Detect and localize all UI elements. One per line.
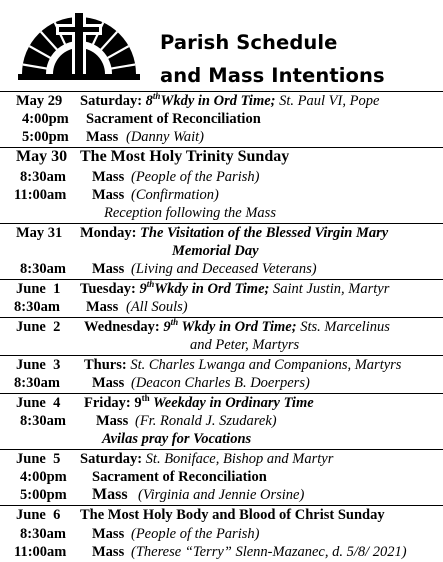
title-line-2: and Mass Intentions	[160, 64, 385, 87]
day-block	[0, 355, 443, 393]
feast-title: The Most Holy Body and Blood of Christ Sunday	[80, 507, 385, 523]
item-label: Mass	[92, 261, 125, 277]
date: May 30	[16, 148, 68, 165]
time: 11:00am	[14, 544, 67, 560]
item-label: Mass	[92, 187, 125, 203]
day-block	[0, 91, 443, 147]
intention: (Fr. Ronald J. Szudarek)	[135, 413, 277, 429]
time: 5:00pm	[20, 487, 67, 503]
date: June 6	[16, 507, 61, 523]
cross-sunburst-logo-icon	[18, 4, 140, 84]
intention: (Deacon Charles B. Doerpers)	[131, 375, 310, 391]
item-label: Mass	[92, 544, 125, 560]
day-block	[0, 223, 443, 279]
day-block	[0, 505, 443, 562]
intention: (Living and Deceased Veterans)	[131, 261, 317, 277]
intention: (Danny Wait)	[126, 129, 204, 145]
day-block	[0, 317, 443, 355]
time: 8:30am	[20, 526, 66, 542]
intention: (Virginia and Jennie Orsine)	[138, 487, 305, 503]
time: 8:30am	[20, 413, 66, 429]
date: June 1	[16, 281, 61, 297]
feast-line-2: Memorial Day	[172, 243, 259, 259]
feast-line-2: and Peter, Martyrs	[190, 337, 300, 353]
intention: (People of the Parish)	[131, 169, 260, 185]
title-line-1: Parish Schedule	[160, 31, 338, 54]
intention: (Confirmation)	[131, 187, 219, 203]
intention: (All Souls)	[126, 299, 188, 315]
note: Reception following the Mass	[104, 205, 276, 221]
item-label: Sacrament of Reconciliation	[92, 469, 267, 485]
time: 4:00pm	[22, 111, 69, 127]
item-label: Mass	[92, 526, 125, 542]
item-label: Mass	[92, 486, 128, 503]
intention: (Therese “Terry” Slenn-Mazanec, d. 5/8/ 2021)	[131, 544, 407, 560]
schedule	[0, 91, 443, 562]
feast-title: The Most Holy Trinity Sunday	[80, 148, 290, 165]
time: 8:30am	[14, 299, 60, 315]
item-label: Mass	[96, 413, 129, 429]
item-label: Mass	[86, 129, 119, 145]
time: 8:30am	[14, 375, 60, 391]
intention: (People of the Parish)	[131, 526, 260, 542]
day-block	[0, 279, 443, 317]
day-heading: Tuesday: 9thWkdy in Ord Time; Saint Justin, Martyr	[80, 279, 390, 297]
date: June 3	[16, 357, 61, 373]
date: May 31	[16, 225, 63, 241]
item-label: Sacrament of Reconciliation	[86, 111, 261, 127]
day-heading: Saturday: 8thWkdy in Ord Time; St. Paul VI, Pope	[80, 91, 380, 109]
day-heading: Thurs: St. Charles Lwanga and Companions, Martyrs	[84, 357, 402, 373]
item-label: Mass	[86, 299, 119, 315]
day-block	[0, 147, 443, 223]
date: June 5	[16, 451, 61, 467]
item-label: Mass	[92, 169, 125, 185]
time: 8:30am	[20, 169, 66, 185]
note: Avilas pray for Vocations	[102, 431, 252, 447]
time: 11:00am	[14, 187, 67, 203]
day-block	[0, 449, 443, 505]
date: June 2	[16, 319, 61, 335]
item-label: Mass	[92, 375, 125, 391]
time: 5:00pm	[22, 129, 69, 145]
day-heading: Wednesday: 9th Wkdy in Ord Time; Sts. Marcelinus	[84, 317, 390, 335]
date: May 29	[16, 93, 63, 109]
day-heading: Monday: The Visitation of the Blessed Virgin Mary	[80, 225, 389, 241]
day-heading: Friday: 9th Weekday in Ordinary Time	[84, 393, 314, 411]
time: 8:30am	[20, 261, 66, 277]
day-heading: Saturday: St. Boniface, Bishop and Martyr	[80, 451, 334, 467]
header	[0, 0, 443, 92]
day-block	[0, 393, 443, 449]
time: 4:00pm	[20, 469, 67, 485]
date: June 4	[16, 395, 61, 411]
